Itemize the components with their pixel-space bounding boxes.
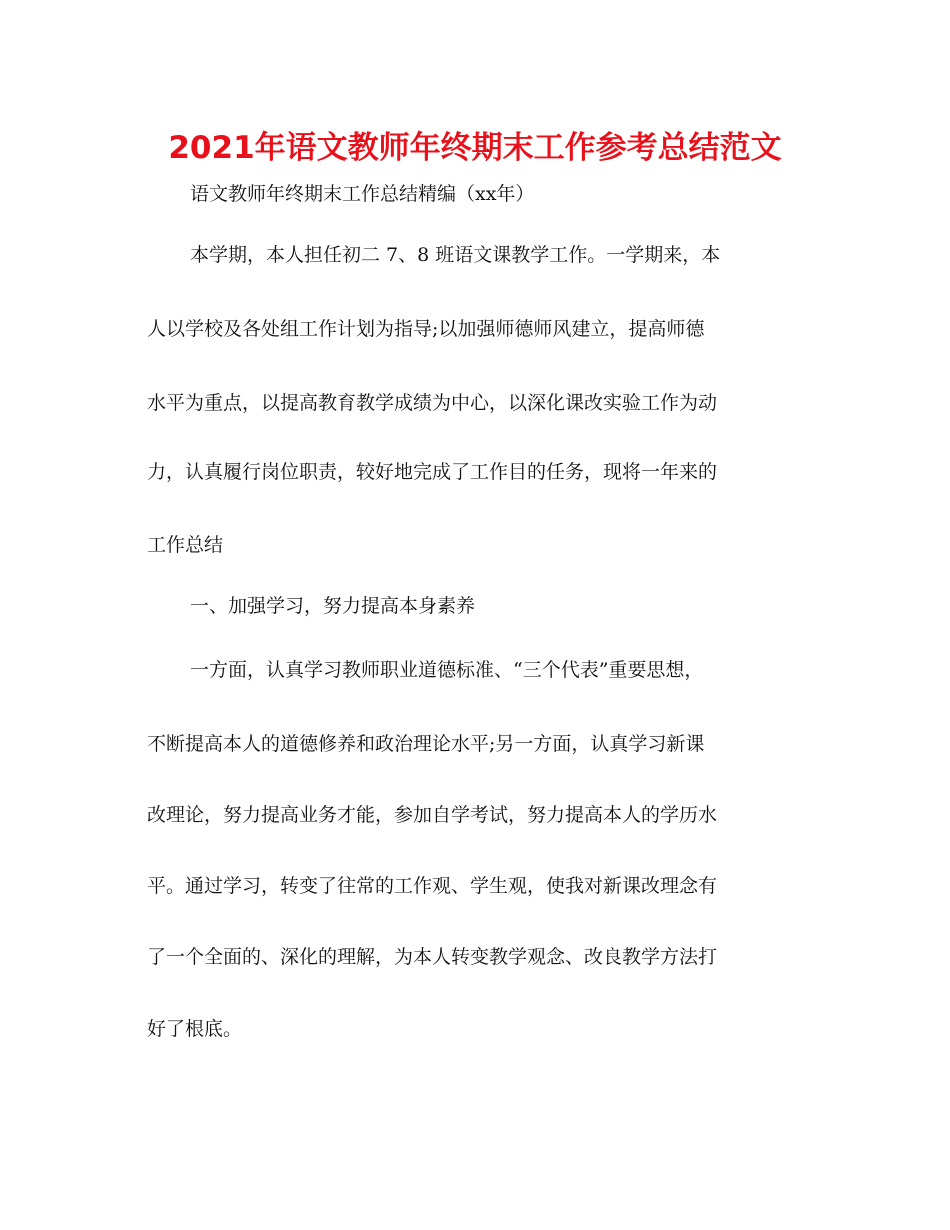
paragraph-line: 好了根底。 <box>147 1018 243 1040</box>
paragraph-line: 力，认真履行岗位职责，较好地完成了工作目的任务，现将一年来的 <box>147 461 718 483</box>
paragraph-line: 本学期，本人担任初二 7、8 班语文课教学工作。一学期来，本 <box>190 244 721 266</box>
paragraph-line: 了一个全面的、深化的理解，为本人转变教学观念、改良教学方法打 <box>147 946 718 968</box>
paragraph-line: 不断提高本人的道德修养和政治理论水平;另一方面，认真学习新课 <box>147 733 705 755</box>
paragraph-line: 水平为重点，以提高教育教学成绩为中心，以深化课改实验工作为动 <box>147 392 718 414</box>
section-heading: 一、加强学习，努力提高本身素养 <box>190 595 476 617</box>
paragraph-line: 平。通过学习，转变了往常的工作观、学生观，使我对新课改理念有 <box>147 875 718 897</box>
paragraph-line: 人以学校及各处组工作计划为指导;以加强师德师风建立，提高师德 <box>147 318 705 340</box>
paragraph-line: 一方面，认真学习教师职业道德标准、“三个代表”重要思想， <box>190 659 704 681</box>
document-title: 2021年语文教师年终期末工作参考总结范文 <box>168 130 782 166</box>
paragraph-line: 工作总结 <box>147 534 224 556</box>
paragraph-line: 改理论，努力提高业务才能，参加自学考试，努力提高本人的学历水 <box>147 804 718 826</box>
document-subtitle: 语文教师年终期末工作总结精编（xx年） <box>190 183 535 205</box>
